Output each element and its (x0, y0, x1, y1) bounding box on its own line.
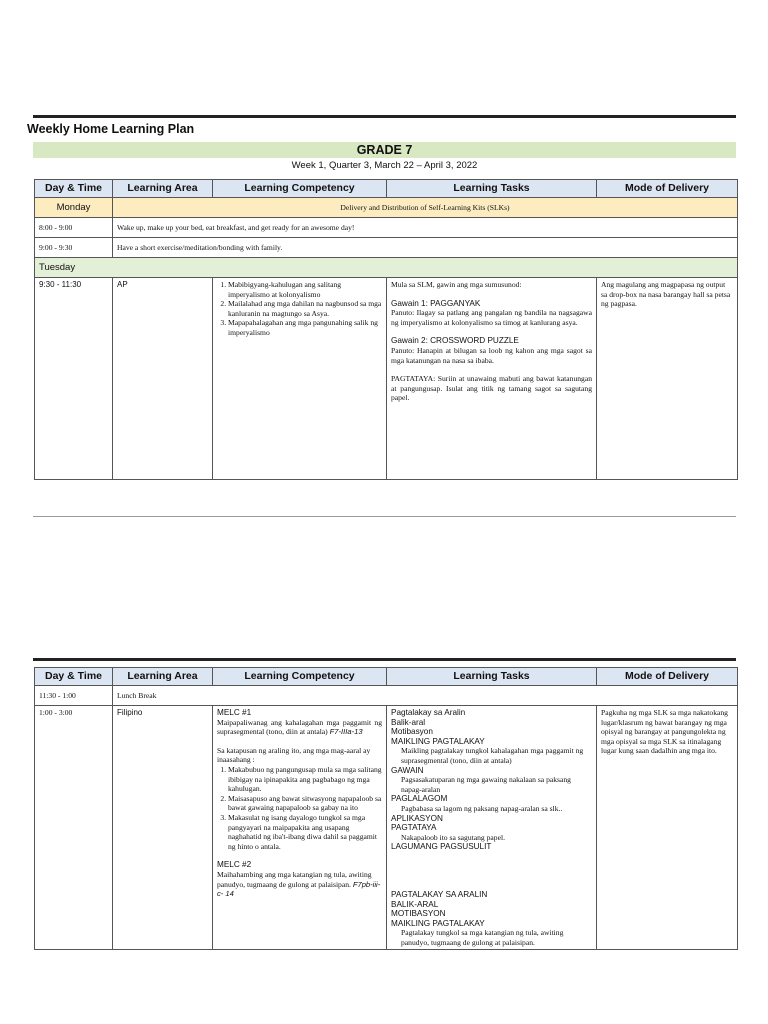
melc-2-code: F7pb-iii-c- 14 (217, 879, 381, 899)
melc-2-text (217, 870, 382, 899)
list-item: 2. Maisasapuso ang bawat sitwasyong napapaloob sa bawat gawaing napapaloob sa gabay na ito (228, 794, 382, 813)
task-heading: APLIKASYON (391, 813, 443, 823)
list-item: 1. Mabibigyang-kahulugan ang salitang imperyalismo at kolonyalismo (228, 280, 382, 299)
task-text: Pagsasakatuparan ng mga gawaing nakalaan sa paksang napag-aralan (401, 775, 571, 794)
task-heading: PAGTATAYA (391, 823, 437, 833)
time-cell: 9:30 - 11:30 (35, 278, 113, 480)
header-learning-tasks: Learning Tasks (387, 180, 597, 198)
ap-row (35, 278, 738, 480)
task-heading: Pagtalakay sa Aralin (391, 708, 466, 717)
list-item: 3. Mapapahalagahan ang mga pangunahing salik ng imperyalismo (228, 318, 382, 337)
task-heading: LAGUMANG PAGSUSULIT (391, 842, 492, 852)
gawain-2-text: Panuto: Hanapin at bilugan sa loob ng kahon ang mga sagot sa mga katanungan na nasa sa ibaba. (391, 345, 592, 365)
tasks-cell (387, 278, 597, 480)
task-heading: Motibasyon (391, 727, 433, 737)
document-title: Weekly Home Learning Plan (27, 122, 195, 136)
time-cell: 11:30 - 1:00 (35, 686, 113, 706)
mode-cell: Ang magulang ang magpapasa ng output sa drop-box na nasa barangay hall sa petsa ng pagpasa. (597, 278, 738, 480)
task-heading: MOTIBASYON (391, 909, 446, 919)
task-heading: GAWAIN (391, 765, 424, 775)
competency-list (217, 280, 382, 338)
monday-row (35, 198, 738, 218)
melc-1-description: Maipapaliwanag ang kahalagahan mga paggamit ng suprasegmental (tono, diin at antala) (217, 717, 382, 737)
task-heading: PAGTALAKAY SA ARALIN (391, 889, 488, 899)
list-item: 3. Makasulat ng isang dayalogo tungkol sa mga pangyayari na maipapakita ang usapang naghahatid ng iba't-ibang diwa dahil sa paggamit ng hinto o antala. (228, 813, 382, 851)
time-cell: 1:00 - 3:00 (35, 706, 113, 950)
objectives-list (217, 765, 382, 851)
table-row (35, 238, 738, 258)
header-day-time: Day & Time (35, 180, 113, 198)
task-heading: Balik-aral (391, 717, 426, 727)
header-learning-competency: Learning Competency (213, 668, 387, 686)
gawain-1-title: Gawain 1: PAGGANYAK (391, 298, 481, 308)
plan-table-page2 (34, 667, 738, 950)
table-row (35, 218, 738, 238)
learning-area-cell: AP (113, 278, 213, 480)
grade-banner: GRADE 7 (33, 142, 736, 158)
activity-cell: Lunch Break (113, 686, 738, 706)
competency-cell (213, 278, 387, 480)
header-learning-competency: Learning Competency (213, 180, 387, 198)
melc-1-label: MELC #1 (217, 708, 252, 717)
page-divider (33, 516, 736, 517)
activity-cell: Have a short exercise/meditation/bonding with family. (113, 238, 738, 258)
melc-1-code: F7-IIIa-13 (329, 727, 363, 737)
melc-2-description: Maihahambing ang mga katangian ng tula, awiting panudyo, tugmaang de gulong at palaisipan. (217, 869, 372, 889)
competency-cell (213, 706, 387, 950)
week-line: Week 1, Quarter 3, March 22 – April 3, 2022 (291, 160, 478, 171)
pagtataya-text: PAGTATAYA: Suriin at unawaing mabuti ang bawat katanungan at pangungusap. Isulat ang titik ng tamang sagot sa sagutang papel. (391, 374, 592, 403)
tuesday-row (35, 258, 738, 278)
header-learning-area: Learning Area (113, 668, 213, 686)
time-cell: 9:00 - 9:30 (35, 238, 113, 258)
task-heading: BALIK-ARAL (391, 899, 439, 909)
top-rule (33, 115, 736, 118)
header-day-time: Day & Time (35, 668, 113, 686)
list-item: 2. Mailalahad ang mga dahilan na nagbunsod sa mga kanluranin na magtungo sa Asya. (228, 299, 382, 318)
objectives-intro: Sa katapusan ng araling ito, ang mga mag-aaral ay inaasahang : (217, 745, 371, 765)
list-item: 1. Makabubuo ng pangungusap mula sa mga salitang ibibigay na ipinapakita ang pagbabago ng mga kahulugan. (228, 765, 382, 794)
time-cell: 8:00 - 9:00 (35, 218, 113, 238)
gawain-1-text: Panuto: Ilagay sa patlang ang pangalan ng bandila na nagsagawa ng imperyalismo at kolonyalismo sa timog at kanlurang asya. (391, 308, 592, 327)
header-mode-of-delivery: Mode of Delivery (597, 668, 738, 686)
header-learning-tasks: Learning Tasks (387, 668, 597, 686)
learning-area-cell: Filipino (113, 706, 213, 950)
day-monday: Monday (35, 198, 113, 218)
melc-2-label: MELC #2 (217, 860, 252, 870)
lunch-row (35, 686, 738, 706)
mode-cell: Pagkuha ng mga SLK sa mga nakatokang lugar/klasrum ng bawat barangay ng mga opisyal ng barangay at pangungolekta ng mga opisyal sa mga SLK sa itinalagang lugar kung saan dadalhin ang mga ito. (597, 706, 738, 950)
task-heading: PAGLALAGOM (391, 794, 448, 804)
task-text: Pagtalakay tungkol sa mga katangian ng tula, awiting panudyo, tugmaang de gulong at palaisipan. (401, 928, 564, 947)
table-header-row (35, 668, 738, 686)
top-rule-page2 (33, 658, 736, 661)
melc-1-text (217, 718, 382, 737)
header-mode-of-delivery: Mode of Delivery (597, 180, 738, 198)
activity-cell: Wake up, make up your bed, eat breakfast, and get ready for an awesome day! (113, 218, 738, 238)
monday-description: Delivery and Distribution of Self-Learning Kits (SLKs) (113, 198, 738, 218)
header-learning-area: Learning Area (113, 180, 213, 198)
tasks-intro: Mula sa SLM, gawin ang mga sumusunod: (391, 280, 522, 289)
plan-table-page1 (34, 179, 738, 480)
task-text: Maikling pagtalakay tungkol kahalagahan mga paggamit ng suprasegmental (tono, diin at antala) (401, 746, 584, 765)
gawain-2-title: Gawain 2: CROSSWORD PUZZLE (391, 336, 519, 346)
task-text: Pagbabasa sa lagom ng paksang napag-aralan sa slk.. (401, 803, 563, 813)
task-text: Nakapaloob ito sa sagutang papel. (401, 832, 505, 842)
task-heading: MAIKLING PAGTALAKAY (391, 736, 485, 746)
table-header-row (35, 180, 738, 198)
tasks-cell (387, 706, 597, 950)
filipino-row (35, 706, 738, 950)
day-tuesday: Tuesday (35, 258, 738, 278)
task-heading: MAIKLING PAGTALAKAY (391, 918, 485, 928)
